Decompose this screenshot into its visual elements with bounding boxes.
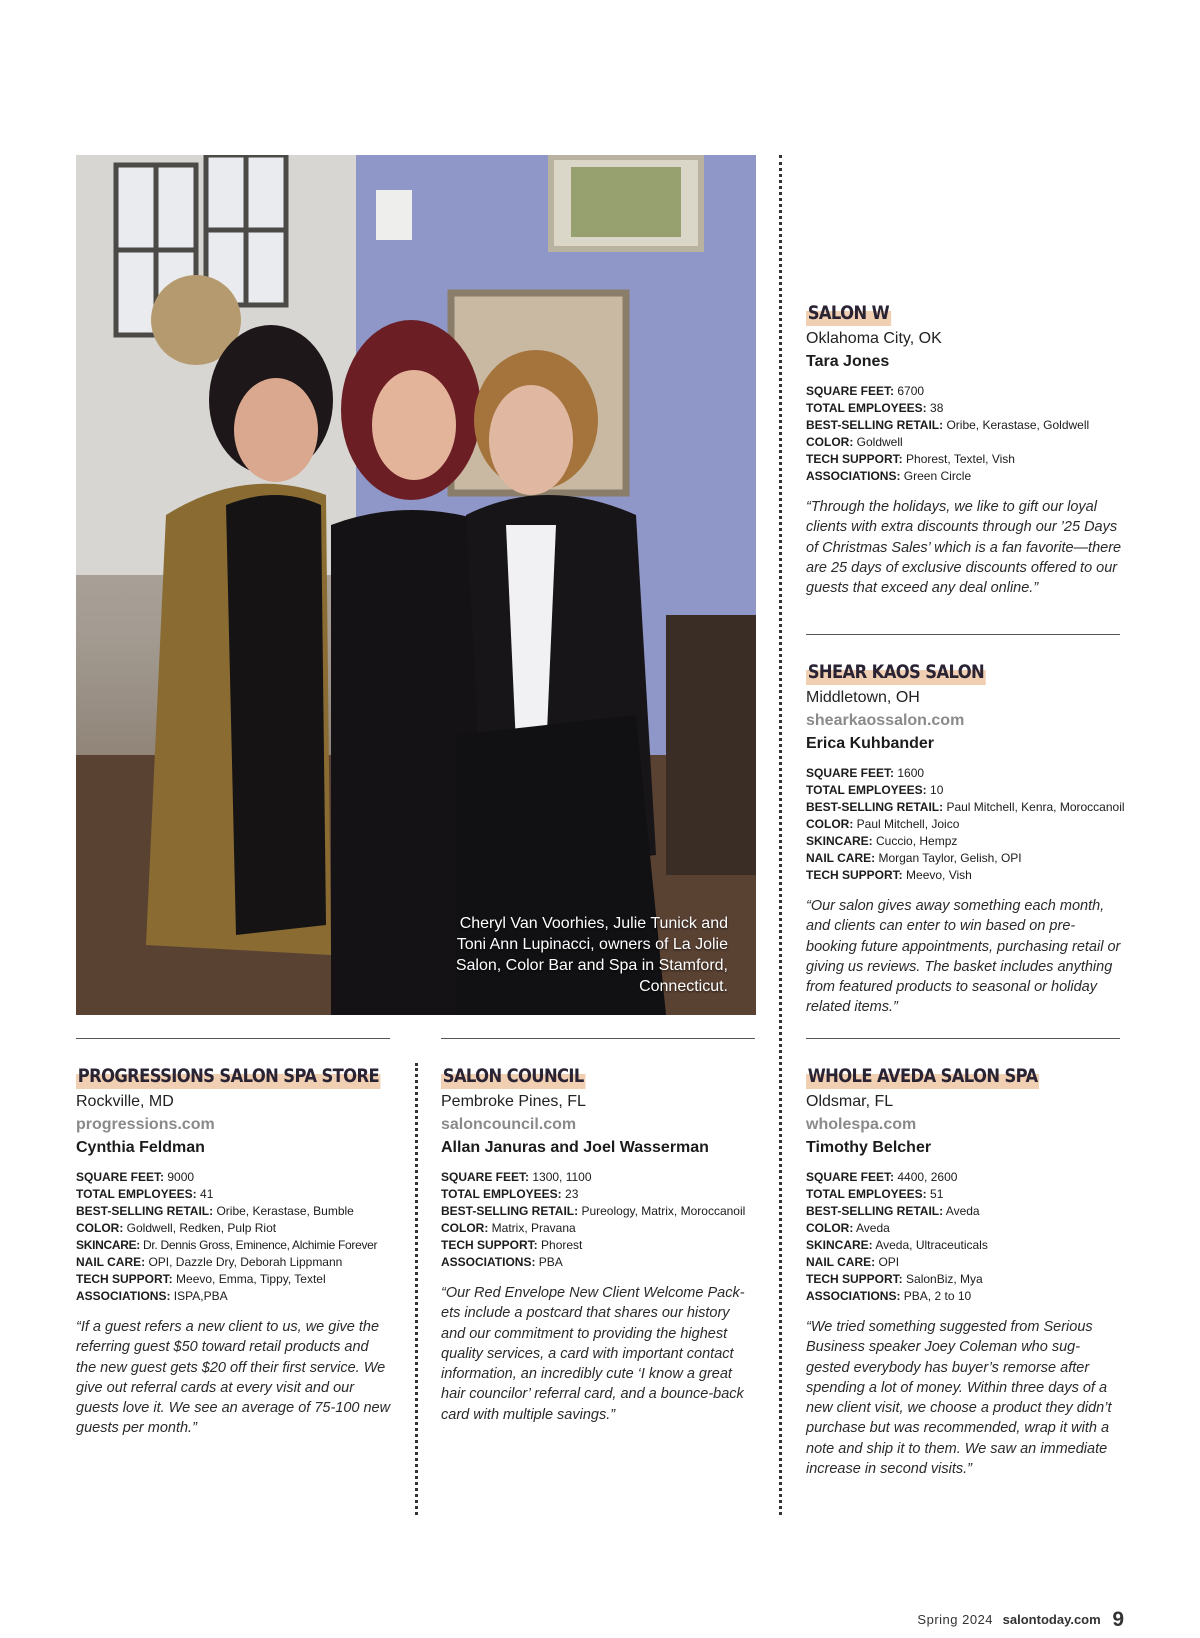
column-divider-right: [779, 155, 782, 1515]
feature-photo: [76, 155, 756, 1015]
salon-location: Oldsmar, FL: [806, 1093, 894, 1110]
wall-thermostat: [376, 190, 412, 240]
salon-location: Oklahoma City, OK: [806, 330, 942, 347]
stat-row: COLOR: Matrix, Pravana: [441, 1221, 576, 1235]
side-cabinet: [666, 615, 756, 875]
salon-quote: “Through the holidays, we like to gift our loyal clients with extra discounts through our ’25 Days of Christmas Sales’ which is a fan favorite—there are 25 days of exclusive discounts offered to our guests that exceed any deal online.”: [806, 499, 1122, 597]
salon-owner: Allan Januras and Joel Wasserman: [441, 1139, 709, 1156]
stat-row: BEST-SELLING RETAIL: Oribe, Kerastase, Goldwell: [806, 418, 1090, 432]
salon-stats: [806, 1169, 1122, 1305]
salon-location: Middletown, OH: [806, 689, 920, 706]
stat-row: ASSOCIATIONS: ISPA,PBA: [76, 1289, 228, 1303]
stat-row: NAIL CARE: OPI, Dazzle Dry, Deborah Lippmann: [76, 1255, 343, 1269]
stat-row: BEST-SELLING RETAIL: Pureology, Matrix, Moroccanoil: [441, 1204, 746, 1218]
salon-website[interactable]: wholespa.com: [806, 1116, 917, 1133]
salon-stats: [806, 383, 1122, 485]
stat-row: SQUARE FEET: 9000: [76, 1170, 195, 1184]
section-rule: [441, 1038, 755, 1039]
salon-owner: Tara Jones: [806, 353, 890, 370]
stat-row: ASSOCIATIONS: PBA, 2 to 10: [806, 1289, 972, 1303]
stat-row: TECH SUPPORT: SalonBiz, Mya: [806, 1272, 983, 1286]
stat-row: COLOR: Aveda: [806, 1221, 890, 1235]
stat-row: TECH SUPPORT: Meevo, Vish: [806, 868, 972, 882]
photo-illustration: [76, 155, 756, 1015]
stat-row: TECH SUPPORT: Meevo, Emma, Tippy, Textel: [76, 1272, 326, 1286]
stat-row: TECH SUPPORT: Phorest: [441, 1238, 583, 1252]
salon-quote: “Our Red Envelope New Client Welcome Pack-ets include a postcard that shares our history and our commitment to providing the highest quality services, a card with important contact information, an incredibly cute ‘I know a great hair councilor’ referral card, and a bounce-back card with multiple savings.”: [441, 1285, 745, 1423]
stat-row: NAIL CARE: OPI: [806, 1255, 900, 1269]
stat-row: TECH SUPPORT: Phorest, Textel, Vish: [806, 452, 1015, 466]
salon-entry-progressions: [76, 1063, 392, 1439]
issue-date: Spring 2024: [917, 1612, 994, 1627]
stat-row: NAIL CARE: Morgan Taylor, Gelish, OPI: [806, 851, 1022, 865]
stat-row: ASSOCIATIONS: Green Circle: [806, 469, 972, 483]
stat-row: BEST-SELLING RETAIL: Aveda: [806, 1204, 980, 1218]
section-rule: [806, 1038, 1120, 1039]
section-rule: [806, 634, 1120, 635]
salon-stats: [76, 1169, 392, 1305]
salon-website[interactable]: shearkaossalon.com: [806, 712, 965, 729]
salon-name: SHEAR KAOS SALON: [807, 661, 985, 683]
salon-entry-shear-kaos: [806, 659, 1125, 1018]
stat-row: SKINCARE: Aveda, Ultraceuticals: [806, 1238, 988, 1252]
salon-location: Rockville, MD: [76, 1093, 174, 1110]
salon-quote: “If a guest refers a new client to us, we give the referring guest $50 toward retail products and the new guest gets $20 off their first service. We give out referral cards at every visit and our guests love it. We see an average of 75-100 new guests per month.”: [76, 1319, 391, 1437]
salon-website[interactable]: saloncouncil.com: [441, 1116, 577, 1133]
stat-row: SKINCARE: Cuccio, Hempz: [806, 834, 958, 848]
salon-name: SALON COUNCIL: [442, 1065, 584, 1087]
stat-row: COLOR: Goldwell: [806, 435, 903, 449]
stat-row: TOTAL EMPLOYEES: 10: [806, 783, 944, 797]
stat-row: TOTAL EMPLOYEES: 38: [806, 401, 944, 415]
stat-row: COLOR: Goldwell, Redken, Pulp Riot: [76, 1221, 277, 1235]
salon-website[interactable]: progressions.com: [76, 1116, 215, 1133]
salon-owner: Cynthia Feldman: [76, 1139, 205, 1156]
stat-row: TOTAL EMPLOYEES: 23: [441, 1187, 579, 1201]
salon-stats: [441, 1169, 757, 1271]
salon-entry-salon-council: [441, 1063, 757, 1425]
salon-entry-whole-aveda: [806, 1063, 1122, 1479]
salon-owner: Timothy Belcher: [806, 1139, 932, 1156]
stat-row: SQUARE FEET: 1300, 1100: [441, 1170, 592, 1184]
section-rule: [76, 1038, 390, 1039]
stat-row: SQUARE FEET: 1600: [806, 766, 925, 780]
stat-row: TOTAL EMPLOYEES: 41: [76, 1187, 214, 1201]
stat-row: TOTAL EMPLOYEES: 51: [806, 1187, 944, 1201]
salon-location: Pembroke Pines, FL: [441, 1093, 586, 1110]
salon-quote: “We tried something suggested from Serious Business speaker Joey Coleman who sug-gested everybody has buyer’s remorse after spending a lot of money. Within three days of a new client visit, we choose a product they didn’t purchase but was recommended, wrap it with a note and ship it to them. We saw an immediate increase in second visits.”: [806, 1319, 1112, 1478]
photo-caption: Cheryl Van Voorhies, Julie Tunick and Toni Ann Lupinacci, owners of La Jolie Salon, Color Bar and Spa in Stamford, Connecticut.: [455, 915, 728, 995]
salon-quote: “Our salon gives away something each month, and clients can enter to win based on pre-booking future appointments, purchasing retail or giving us reviews. The basket includes anything from featured products to seasonal or holiday related items.”: [806, 898, 1121, 1016]
stat-row: BEST-SELLING RETAIL: Oribe, Kerastase, Bumble: [76, 1204, 354, 1218]
salon-name: WHOLE AVEDA SALON SPA: [807, 1065, 1038, 1087]
stat-row: SKINCARE: Dr. Dennis Gross, Eminence, Alchimie Forever: [76, 1238, 378, 1252]
page-footer: [917, 1608, 1124, 1632]
footer-website[interactable]: salontoday.com: [1002, 1612, 1101, 1627]
column-divider-left: [415, 1063, 418, 1515]
stat-row: ASSOCIATIONS: PBA: [441, 1255, 563, 1269]
stat-row: BEST-SELLING RETAIL: Paul Mitchell, Kenra, Moroccanoil: [806, 800, 1125, 814]
framed-art-top-canvas: [571, 167, 681, 237]
stat-row: COLOR: Paul Mitchell, Joico: [806, 817, 960, 831]
salon-name: SALON W: [807, 302, 890, 324]
salon-stats: [806, 765, 1125, 884]
salon-name: PROGRESSIONS SALON SPA STORE: [77, 1065, 380, 1087]
stat-row: SQUARE FEET: 4400, 2600: [806, 1170, 958, 1184]
salon-owner: Erica Kuhbander: [806, 735, 935, 752]
stat-row: SQUARE FEET: 6700: [806, 384, 925, 398]
salon-entry-salon-w: [806, 300, 1122, 598]
page-number: 9: [1112, 1608, 1124, 1631]
